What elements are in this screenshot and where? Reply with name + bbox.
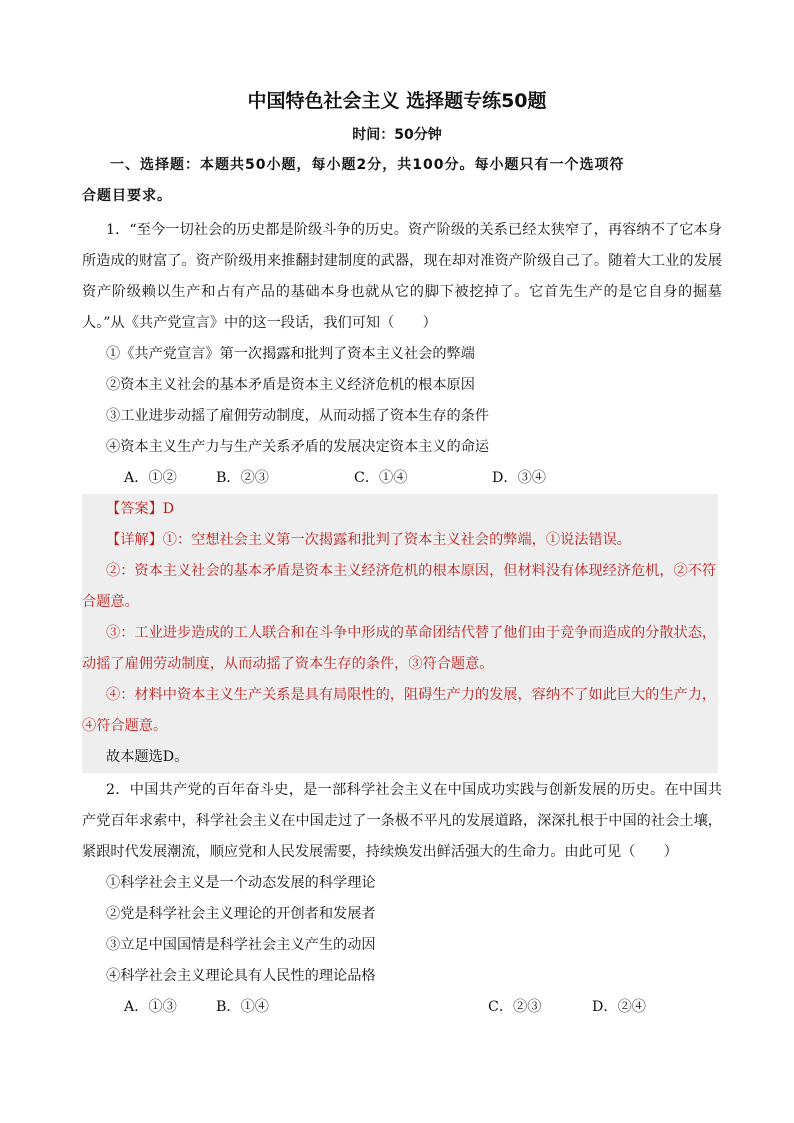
question-2-choices — [82, 992, 722, 1023]
conclusion: 故本题选D。 — [106, 749, 189, 765]
question-2-option: ②党是科学社会主义理论的开创者和发展者 — [106, 906, 376, 922]
question-2 — [82, 775, 722, 1023]
choice-a[interactable]: A．①③ — [124, 999, 177, 1015]
choice-c[interactable]: C．②③ — [488, 999, 542, 1015]
question-1-answer-block — [82, 494, 718, 773]
choice-d[interactable]: D．③④ — [492, 470, 546, 486]
choice-c[interactable]: C．①④ — [354, 470, 408, 486]
question-1-stem: 1．“至今一切社会的历史都是阶级斗争的历史。资产阶级的关系已经太狭窄了，再容纳不了它本身所造成的财富了。资产阶级用来推翻封建制度的武器，现在却对准资产阶级自己了。随着大工业的发展资产阶级赖以生产和占有产品的基础本身也就从它的脚下被挖掉了。它首先生产的是它自身的掘墓人。”从《共产党宣言》中的这一段话，我们可知（ ） — [82, 222, 722, 331]
explanation-3: ③：工业进步造成的工人联合和在斗争中形成的革命团结代替了他们由于竞争而造成的分散状态，动摇了雇佣劳动制度，从而动摇了资本生存的条件，③符合题意。 — [82, 625, 717, 672]
question-2-option: ③立足中国国情是科学社会主义产生的动因 — [106, 937, 376, 953]
question-1-choices — [82, 463, 722, 494]
question-1 — [82, 215, 722, 494]
choice-a[interactable]: A．①② — [124, 470, 177, 486]
instruction-line-1: 一、选择题：本题共50小题，每小题2分，共100分。每小题只有一个选项符 — [110, 157, 625, 173]
choice-d[interactable]: D．②④ — [592, 999, 646, 1015]
question-1-option: ④资本主义生产力与生产关系矛盾的发展决定资本主义的命运 — [106, 439, 490, 455]
question-2-option: ④科学社会主义理论具有人民性的理论品格 — [106, 968, 376, 984]
explanation-4: ④：材料中资本主义生产关系是具有局限性的，阻碍生产力的发展，容纳不了如此巨大的生产力，④符合题意。 — [82, 687, 717, 734]
question-1-option: ②资本主义社会的基本矛盾是资本主义经济危机的根本原因 — [106, 377, 475, 393]
detail-line-1 — [82, 525, 718, 556]
explanation-2: ②：资本主义社会的基本矛盾是资本主义经济危机的根本原因，但材料没有体现经济危机，②不符合题意。 — [82, 563, 717, 610]
question-1-option: ③工业进步动摇了雇佣劳动制度，从而动摇了资本生存的条件 — [106, 408, 490, 424]
choice-b[interactable]: B．①④ — [216, 999, 269, 1015]
answer-line: 【答案】D — [106, 501, 175, 517]
instruction-line-2: 合题目要求。 — [82, 188, 172, 204]
document-title: 中国特色社会主义 选择题专练50题 — [247, 90, 547, 112]
choice-b[interactable]: B．②③ — [216, 470, 269, 486]
exam-time: 时间：50分钟 — [352, 127, 442, 143]
detail-label: 【详解】 — [106, 532, 163, 548]
explanation-1: ①：空想社会主义第一次揭露和批判了资本主义社会的弊端，①说法错误。 — [162, 532, 631, 548]
section-instruction — [82, 150, 722, 212]
question-1-option: ①《共产党宣言》第一次揭露和批判了资本主义社会的弊端 — [106, 346, 475, 362]
question-2-stem: 2．中国共产党的百年奋斗史，是一部科学社会主义在中国成功实践与创新发展的历史。在中国共产党百年求索中，科学社会主义在中国走过了一条极不平凡的发展道路，深深扎根于中国的社会土壤，紧跟时代发展潮流，顺应党和人民发展需要，持续焕发出鲜活强大的生命力。由此可见（ ） — [82, 782, 722, 860]
question-2-option: ①科学社会主义是一个动态发展的科学理论 — [106, 875, 376, 891]
